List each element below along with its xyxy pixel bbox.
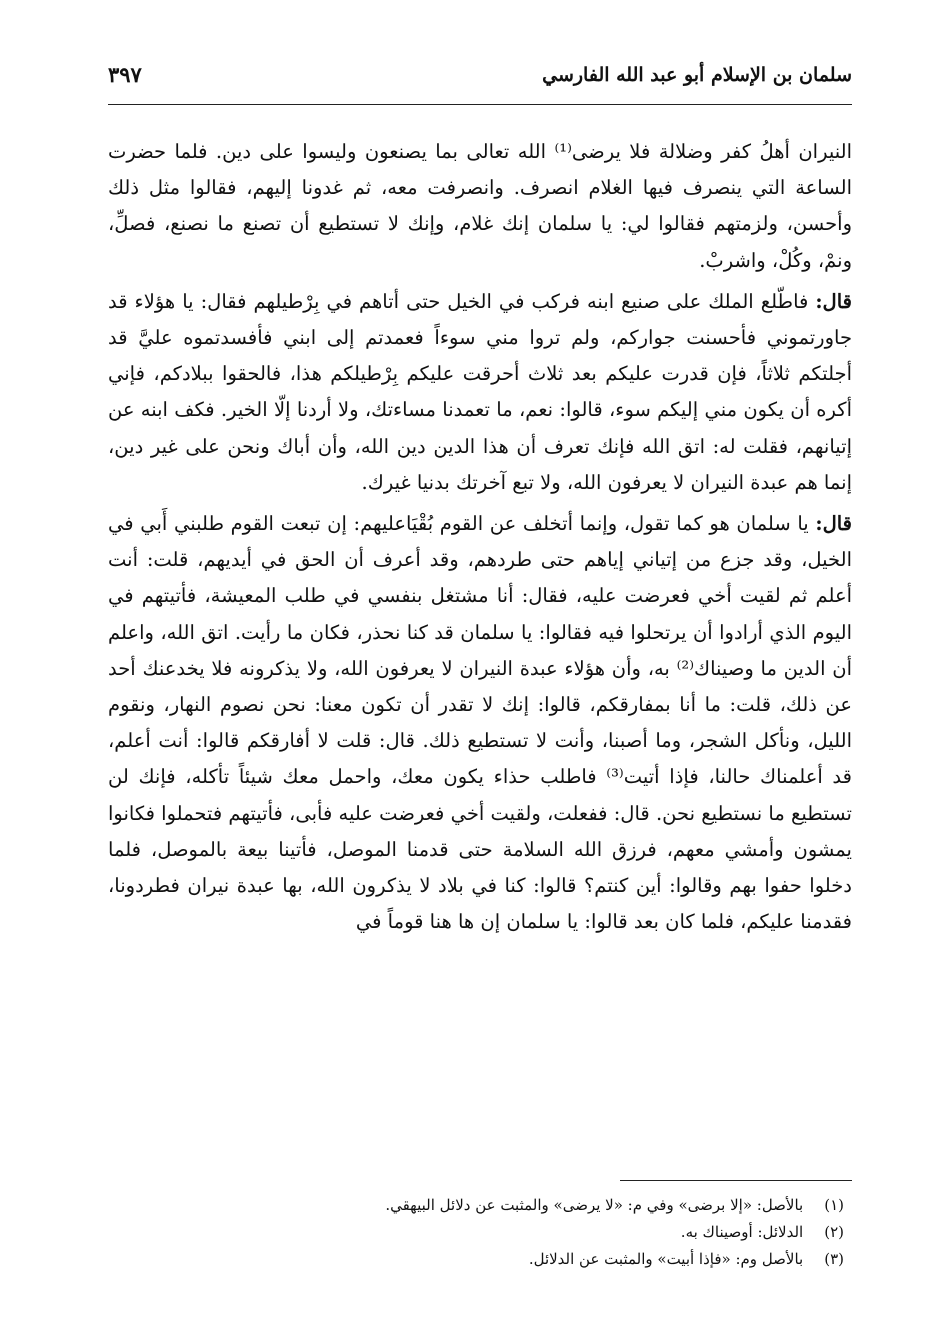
footnote-number: (٣) bbox=[824, 1250, 844, 1268]
paragraph-1 bbox=[108, 134, 852, 279]
footnote-number: (١) bbox=[824, 1196, 844, 1214]
footnote-text: بالأصل وم: «فإذا أبيت» والمثبت عن الدلائل. bbox=[528, 1250, 804, 1268]
paragraph-text: يا سلمان هو كما تقول، وإنما أتخلف عن القوم بُقْيَاعليهم: إن تبعت القوم طلبني أَبي في الخيل، وقد جزع من إتياني إياهم حتى طردهم، وقد أعرف أن الحق في أيديهم، قلت: أنت أعلم ثم لقيت أخي فعرضت عليه، فقال: أنا مشتغل بنفسي في طلب المعيشة، فأتيتهم في اليوم الذي أرادوا أن يرتحلوا فيه فقالوا: يا سلمان قد كنا نحذر، فكان ما رأيت. اتق الله، واعلم أن الدين ما وصيناك⁽²⁾ به، وأن هؤلاء عبدة النيران لا يعرفون الله، ولا يذكرونه فلا يخدعنك أحد عن ذلك، قلت: ما أنا بمفارقكم، قالوا: إنك لا تقدر أن تكون معنا: نحن نصوم النهار، ونقوم الليل، ونأكل الشجر، وما أصبنا، وأنت لا تستطيع ذلك. قال: قلت لا أفارقكم قالوا: أنت أعلم، قد أعلمناك حالنا، فإذا أتيت⁽³⁾ فاطلب حذاء يكون معك، واحمل معك شيئاً تأكله، فإنك لن تستطيع ما نستطيع نحن. قال: ففعلت، ولقيت أخي فعرضت عليه فأبى، فأتيتهم فتحملوا فكانوا يمشون وأمشي معهم، فرزق الله السلامة حتى قدمنا الموصل، فأتينا بيعة بالموصل، فلما دخلوا حفوا بهم وقالوا: أين كنتم؟ قالوا: كنا في بلاد لا يذكرون الله، بها عبدة نيران فطردونا، فقدمنا عليكم، فلما كان بعد قالوا: يا سلمان إن ها هنا قوماً في bbox=[108, 512, 852, 934]
footnote-rule bbox=[620, 1180, 852, 1181]
paragraph-text: فاطّلع الملك على صنيع ابنه فركب في الخيل حتى أتاهم في بِرْطيلهم فقال: يا هؤلاء قد جاورتموني فأحسنت جواركم، ولم تروا مني سوءاً فعمدتم إلى ابني فأفسدتموه عليَّ قد أجلتكم ثلاثاً، فإن قدرت عليكم بعد ثلاث أحرقت عليكم بِرْطيلكم هذا، فالحقوا ببلادكم، فإني أكره أن يكون مني إليكم سوء، قالوا: نعم، ما تعمدنا مساءتك، ولا أردنا إلّا الخير. فكف ابنه عن إتيانهم، فقلت له: اتق الله فإنك تعرف أن هذا الدين دين الله، وأن أباك ونحن على غير دين، إنما هم عبدة النيران لا يعرفون الله، ولا تبع آخرتك بدنيا غيرك. bbox=[108, 289, 852, 494]
footnote bbox=[108, 1246, 844, 1273]
speaker-label: قال: bbox=[815, 512, 853, 536]
main-text bbox=[108, 134, 852, 940]
footnote-number: (٢) bbox=[824, 1223, 844, 1241]
header-rule bbox=[108, 104, 852, 105]
speaker-label: قال: bbox=[815, 289, 852, 313]
footnote bbox=[108, 1192, 844, 1219]
running-title: سلمان بن الإسلام أبو عبد الله الفارسي bbox=[542, 64, 852, 86]
footnote-text: الدلائل: أوصيناك به. bbox=[680, 1223, 804, 1241]
page-header bbox=[108, 60, 852, 100]
paragraph-2 bbox=[108, 284, 852, 501]
footnote bbox=[108, 1219, 844, 1246]
paragraph-text: النيران أهلُ كفر وضلالة فلا يرضى⁽¹⁾ الله تعالى بما يصنعون وليسوا على دين. فلما حضرت الساعة التي ينصرف فيها الغلام انصرف. وانصرفت معه، ثم غدونا إليهم، فقالوا مثل ذلك وأحسن، ولزمتهم فقالوا لي: يا سلمان إنك غلام، وإنك لا تستطيع أن تصنع ما نصنع، فصلِّ، ونمْ، وكُلْ، واشربْ. bbox=[108, 140, 852, 272]
footnote-text: بالأصل: «إلا برضى» وفي م: «لا يرضى» والمثبت عن دلائل البيهقي. bbox=[385, 1196, 804, 1214]
page-number: ٣٩٧ bbox=[108, 62, 142, 87]
paragraph-3 bbox=[108, 506, 852, 940]
footnotes bbox=[108, 1192, 844, 1273]
